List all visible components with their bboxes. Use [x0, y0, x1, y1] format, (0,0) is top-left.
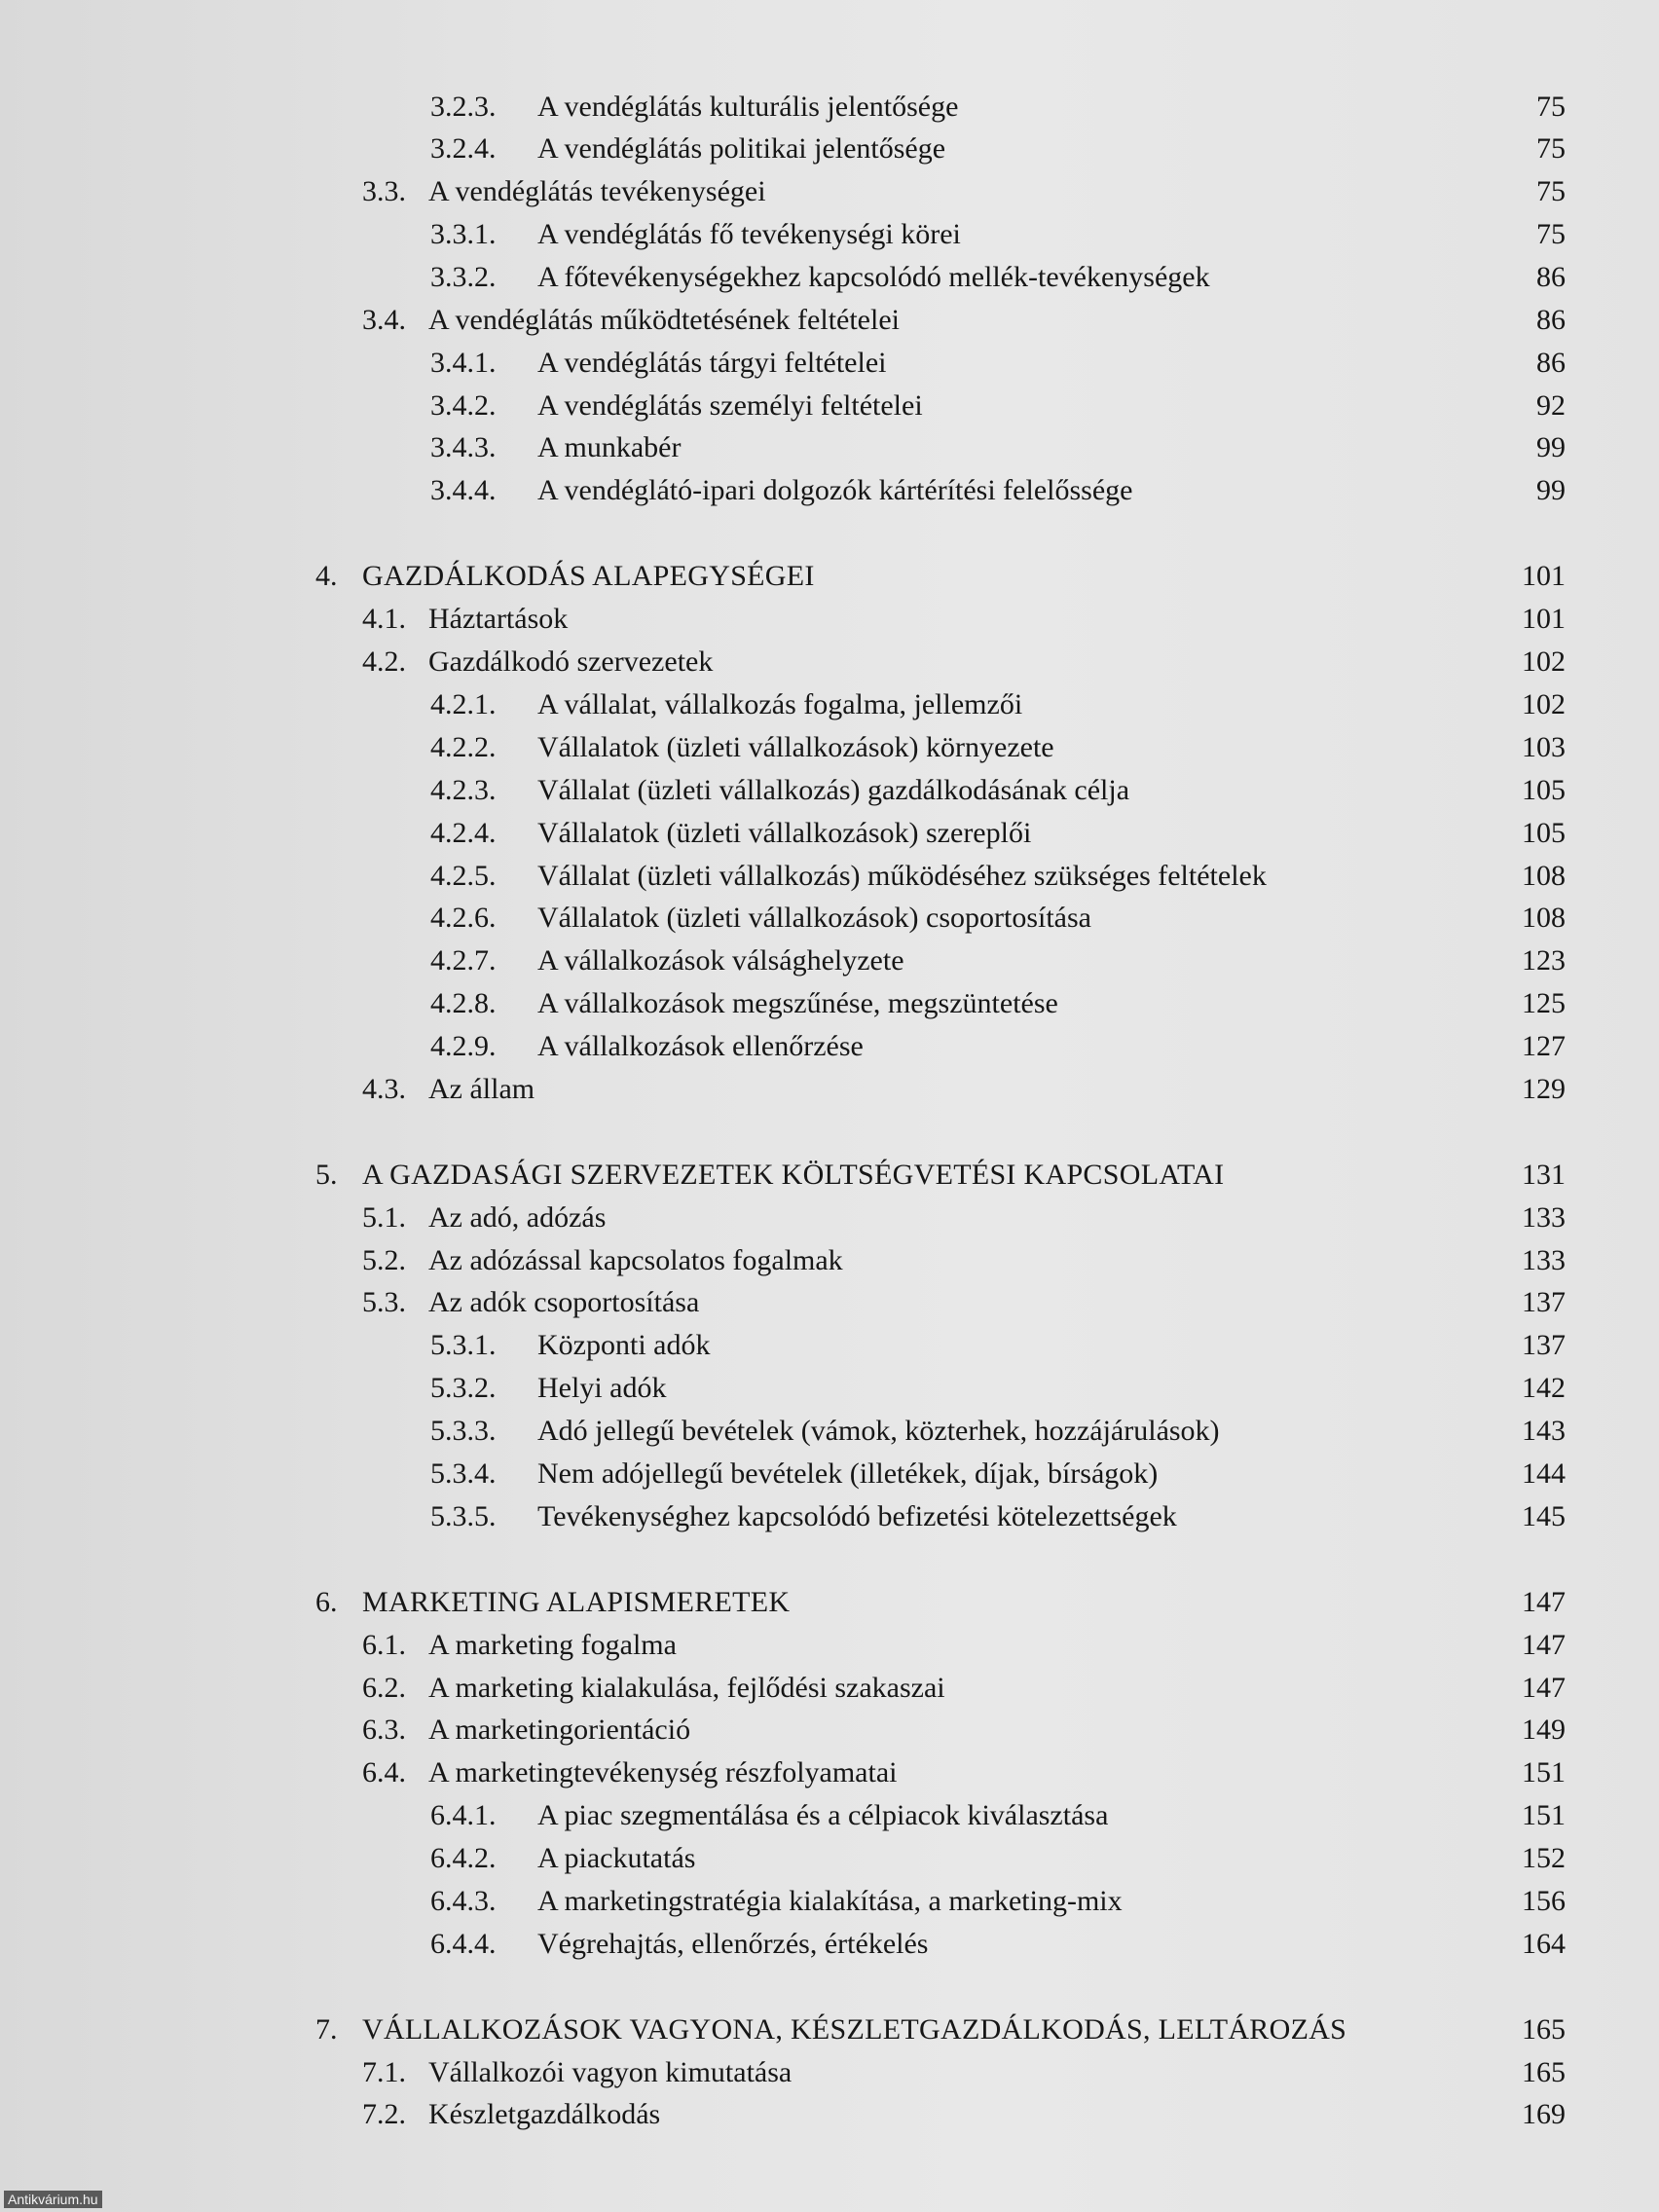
- toc-entry-title: A vállalkozások válsághelyzete: [537, 944, 904, 977]
- toc-entry-page-number: 156: [1522, 1885, 1566, 1917]
- toc-entry-title: Vállalatok (üzleti vállalkozások) szereplői: [537, 817, 1032, 849]
- toc-entry-page-number: 86: [1536, 304, 1566, 336]
- toc-subsection-entry: [0, 1025, 1659, 1068]
- toc-section-entry: [0, 170, 1659, 213]
- toc-entry-title: Készletgazdálkodás: [428, 2098, 661, 2130]
- toc-entry-title: Adó jellegű bevételek (vámok, közterhek, hozzájárulások): [537, 1415, 1220, 1447]
- toc-entry-page-number: 129: [1522, 1073, 1566, 1105]
- toc-subsection-entry: [0, 1453, 1659, 1495]
- toc-entry-number: 3.3.2.: [430, 261, 497, 293]
- toc-entry-page-number: 99: [1536, 431, 1566, 463]
- toc-entry-page-number: 101: [1522, 560, 1566, 592]
- toc-entry-title: Az adók csoportosítása: [428, 1286, 700, 1318]
- toc-entry-title: A piackutatás: [537, 1842, 696, 1874]
- toc-entry-title: A marketing kialakulása, fejlődési szakaszai: [428, 1672, 945, 1704]
- toc-entry-title: A GAZDASÁGI SZERVEZETEK KÖLTSÉGVETÉSI KAPCSOLATAI: [362, 1159, 1225, 1191]
- toc-entry-title: A vendéglátás tárgyi feltételei: [537, 347, 887, 379]
- toc-subsection-entry: [0, 897, 1659, 940]
- toc-entry-number: 7.: [315, 2013, 338, 2046]
- toc-entry-title: Végrehajtás, ellenőrzés, értékelés: [537, 1928, 929, 1960]
- toc-entry-page-number: 108: [1522, 860, 1566, 892]
- toc-entry-page-number: 86: [1536, 347, 1566, 379]
- toc-chapter-entry: [0, 2009, 1659, 2051]
- toc-section-entry: [0, 1667, 1659, 1710]
- toc-subsection-entry: [0, 726, 1659, 769]
- toc-subsection-entry: [0, 213, 1659, 256]
- toc-entry-page-number: 101: [1522, 603, 1566, 635]
- toc-entry-number: 3.4.3.: [430, 431, 497, 463]
- toc-entry-page-number: 123: [1522, 944, 1566, 977]
- toc-entry-number: 4.2.6.: [430, 902, 497, 934]
- toc-entry-number: 4.2.5.: [430, 860, 497, 892]
- toc-subsection-entry: [0, 982, 1659, 1025]
- toc-entry-page-number: 147: [1522, 1586, 1566, 1618]
- watermark-label: Antikvárium.hu: [4, 2191, 102, 2208]
- toc-section-entry: [0, 1751, 1659, 1794]
- toc-entry-title: A vendéglátás személyi feltételei: [537, 389, 923, 422]
- toc-entry-number: 4.2.: [362, 645, 406, 678]
- toc-section-entry: [0, 1068, 1659, 1111]
- toc-entry-number: 4.2.4.: [430, 817, 497, 849]
- toc-entry-page-number: 75: [1536, 218, 1566, 250]
- toc-entry-page-number: 137: [1522, 1329, 1566, 1361]
- toc-entry-title: Központi adók: [537, 1329, 711, 1361]
- toc-entry-page-number: 143: [1522, 1415, 1566, 1447]
- toc-subsection-entry: [0, 683, 1659, 726]
- toc-entry-number: 5.3.1.: [430, 1329, 497, 1361]
- toc-subsection-entry: [0, 256, 1659, 299]
- toc-subsection-entry: [0, 1923, 1659, 1966]
- toc-entry-title: Vállalatok (üzleti vállalkozások) csoportosítása: [537, 902, 1091, 934]
- toc-entry-title: A munkabér: [537, 431, 682, 463]
- toc-entry-title: Vállalatok (üzleti vállalkozások) környezete: [537, 731, 1054, 763]
- toc-section-entry: [0, 598, 1659, 641]
- toc-entry-page-number: 149: [1522, 1714, 1566, 1746]
- toc-entry-title: Az adózással kapcsolatos fogalmak: [428, 1244, 843, 1276]
- toc-entry-number: 4.: [315, 560, 338, 592]
- toc-entry-page-number: 103: [1522, 731, 1566, 763]
- toc-entry-number: 4.2.2.: [430, 731, 497, 763]
- toc-entry-title: A vendéglátás fő tevékenységi körei: [537, 218, 961, 250]
- toc-entry-title: Az állam: [428, 1073, 535, 1105]
- toc-entry-title: A marketingorientáció: [428, 1714, 691, 1746]
- toc-entry-number: 4.2.1.: [430, 688, 497, 720]
- toc-subsection-entry: [0, 1880, 1659, 1923]
- toc-entry-title: GAZDÁLKODÁS ALAPEGYSÉGEI: [362, 560, 815, 592]
- toc-entry-title: Vállalat (üzleti vállalkozás) működéséhez szükséges feltételek: [537, 860, 1267, 892]
- toc-entry-number: 6.3.: [362, 1714, 406, 1746]
- toc-entry-number: 5.1.: [362, 1201, 406, 1234]
- toc-entry-page-number: 105: [1522, 817, 1566, 849]
- toc-subsection-entry: [0, 1794, 1659, 1837]
- toc-entry-title: A vendéglátás kulturális jelentősége: [537, 91, 959, 123]
- toc-entry-number: 4.1.: [362, 603, 406, 635]
- toc-subsection-entry: [0, 342, 1659, 385]
- toc-subsection-entry: [0, 86, 1659, 129]
- toc-section-entry: [0, 641, 1659, 683]
- toc-entry-title: Nem adójellegű bevételek (illetékek, díjak, bírságok): [537, 1457, 1159, 1490]
- toc-subsection-entry: [0, 469, 1659, 512]
- toc-subsection-entry: [0, 940, 1659, 982]
- toc-entry-page-number: 133: [1522, 1201, 1566, 1234]
- toc-entry-page-number: 75: [1536, 91, 1566, 123]
- toc-subsection-entry: [0, 769, 1659, 812]
- toc-entry-title: A főtevékenységekhez kapcsolódó mellék-tevékenységek: [537, 261, 1210, 293]
- toc-entry-title: A vendéglátás működtetésének feltételei: [428, 304, 900, 336]
- toc-section-entry: [0, 1709, 1659, 1751]
- toc-entry-number: 4.2.8.: [430, 987, 497, 1019]
- toc-entry-title: VÁLLALKOZÁSOK VAGYONA, KÉSZLETGAZDÁLKODÁS, LELTÁROZÁS: [362, 2013, 1347, 2046]
- toc-entry-number: 3.3.1.: [430, 218, 497, 250]
- toc-entry-number: 4.2.7.: [430, 944, 497, 977]
- toc-section-entry: [0, 299, 1659, 342]
- toc-entry-title: A marketingstratégia kialakítása, a marketing-mix: [537, 1885, 1123, 1917]
- toc-subsection-entry: [0, 385, 1659, 427]
- toc-entry-page-number: 147: [1522, 1629, 1566, 1661]
- toc-entry-page-number: 165: [1522, 2056, 1566, 2088]
- toc-entry-page-number: 151: [1522, 1799, 1566, 1831]
- toc-entry-number: 5.3.5.: [430, 1500, 497, 1532]
- toc-subsection-entry: [0, 855, 1659, 898]
- toc-entry-page-number: 108: [1522, 902, 1566, 934]
- toc-entry-page-number: 151: [1522, 1756, 1566, 1788]
- toc-entry-title: Vállalat (üzleti vállalkozás) gazdálkodásának célja: [537, 774, 1130, 806]
- toc-entry-page-number: 147: [1522, 1672, 1566, 1704]
- toc-entry-page-number: 102: [1522, 645, 1566, 678]
- toc-entry-page-number: 137: [1522, 1286, 1566, 1318]
- toc-entry-page-number: 127: [1522, 1030, 1566, 1062]
- toc-entry-page-number: 145: [1522, 1500, 1566, 1532]
- toc-entry-title: Háztartások: [428, 603, 569, 635]
- toc-entry-number: 6.4.4.: [430, 1928, 497, 1960]
- toc-entry-page-number: 99: [1536, 474, 1566, 506]
- toc-entry-page-number: 92: [1536, 389, 1566, 422]
- toc-entry-number: 3.4.1.: [430, 347, 497, 379]
- toc-entry-number: 5.3.4.: [430, 1457, 497, 1490]
- toc-entry-title: Az adó, adózás: [428, 1201, 607, 1234]
- toc-subsection-entry: [0, 812, 1659, 855]
- toc-entry-page-number: 75: [1536, 132, 1566, 165]
- toc-entry-number: 3.4.: [362, 304, 406, 336]
- toc-entry-title: Gazdálkodó szervezetek: [428, 645, 714, 678]
- toc-entry-page-number: 125: [1522, 987, 1566, 1019]
- toc-chapter-entry: [0, 1154, 1659, 1197]
- toc-entry-page-number: 142: [1522, 1372, 1566, 1404]
- toc-entry-number: 6.2.: [362, 1672, 406, 1704]
- toc-entry-number: 6.: [315, 1586, 338, 1618]
- toc-entry-page-number: 86: [1536, 261, 1566, 293]
- toc-entry-number: 4.3.: [362, 1073, 406, 1105]
- toc-entry-number: 3.4.4.: [430, 474, 497, 506]
- toc-entry-number: 3.2.4.: [430, 132, 497, 165]
- toc-entry-title: A vállalkozások ellenőrzése: [537, 1030, 864, 1062]
- toc-entry-page-number: 152: [1522, 1842, 1566, 1874]
- toc-section-entry: [0, 1281, 1659, 1324]
- toc-entry-number: 6.4.2.: [430, 1842, 497, 1874]
- toc-subsection-entry: [0, 426, 1659, 469]
- toc-entry-page-number: 144: [1522, 1457, 1566, 1490]
- toc-subsection-entry: [0, 128, 1659, 170]
- toc-entry-title: Helyi adók: [537, 1372, 667, 1404]
- toc-entry-title: A vállalat, vállalkozás fogalma, jellemzői: [537, 688, 1023, 720]
- toc-entry-page-number: 165: [1522, 2013, 1566, 2046]
- toc-entry-number: 3.4.2.: [430, 389, 497, 422]
- toc-entry-title: A marketingtevékenység részfolyamatai: [428, 1756, 898, 1788]
- toc-entry-title: A piac szegmentálása és a célpiacok kiválasztása: [537, 1799, 1109, 1831]
- toc-section-entry: [0, 2093, 1659, 2136]
- toc-subsection-entry: [0, 1837, 1659, 1880]
- toc-entry-page-number: 102: [1522, 688, 1566, 720]
- toc-subsection-entry: [0, 1324, 1659, 1367]
- toc-entry-number: 6.1.: [362, 1629, 406, 1661]
- toc-entry-number: 5.2.: [362, 1244, 406, 1276]
- toc-entry-number: 6.4.3.: [430, 1885, 497, 1917]
- toc-entry-page-number: 169: [1522, 2098, 1566, 2130]
- toc-subsection-entry: [0, 1410, 1659, 1453]
- toc-entry-page-number: 131: [1522, 1159, 1566, 1191]
- toc-entry-page-number: 105: [1522, 774, 1566, 806]
- toc-section-entry: [0, 1624, 1659, 1667]
- toc-subsection-entry: [0, 1367, 1659, 1410]
- toc-chapter-entry: [0, 1581, 1659, 1624]
- toc-section-entry: [0, 1239, 1659, 1282]
- toc-entry-number: 5.3.: [362, 1286, 406, 1318]
- toc-entry-title: A vendéglátó-ipari dolgozók kártérítési felelőssége: [537, 474, 1133, 506]
- toc-entry-number: 5.: [315, 1159, 338, 1191]
- toc-subsection-entry: [0, 1495, 1659, 1538]
- toc-entry-number: 7.2.: [362, 2098, 406, 2130]
- toc-chapter-entry: [0, 555, 1659, 598]
- toc-entry-title: MARKETING ALAPISMERETEK: [362, 1586, 791, 1618]
- toc-entry-number: 5.3.3.: [430, 1415, 497, 1447]
- toc-entry-page-number: 133: [1522, 1244, 1566, 1276]
- toc-entry-number: 6.4.1.: [430, 1799, 497, 1831]
- toc-entry-number: 6.4.: [362, 1756, 406, 1788]
- toc-entry-number: 5.3.2.: [430, 1372, 497, 1404]
- toc-entry-title: A vállalkozások megszűnése, megszüntetése: [537, 987, 1058, 1019]
- toc-entry-title: A vendéglátás tevékenységei: [428, 175, 766, 207]
- toc-entry-title: A marketing fogalma: [428, 1629, 677, 1661]
- toc-entry-number: 7.1.: [362, 2056, 406, 2088]
- toc-entry-page-number: 164: [1522, 1928, 1566, 1960]
- toc-entry-number: 3.3.: [362, 175, 406, 207]
- toc-entry-title: Tevékenységhez kapcsolódó befizetési kötelezettségek: [537, 1500, 1177, 1532]
- toc-entry-page-number: 75: [1536, 175, 1566, 207]
- toc-entry-title: Vállalkozói vagyon kimutatása: [428, 2056, 793, 2088]
- toc-entry-number: 4.2.9.: [430, 1030, 497, 1062]
- toc-section-entry: [0, 1197, 1659, 1239]
- toc-entry-title: A vendéglátás politikai jelentősége: [537, 132, 946, 165]
- toc-section-entry: [0, 2051, 1659, 2094]
- toc-entry-number: 3.2.3.: [430, 91, 497, 123]
- toc-entry-number: 4.2.3.: [430, 774, 497, 806]
